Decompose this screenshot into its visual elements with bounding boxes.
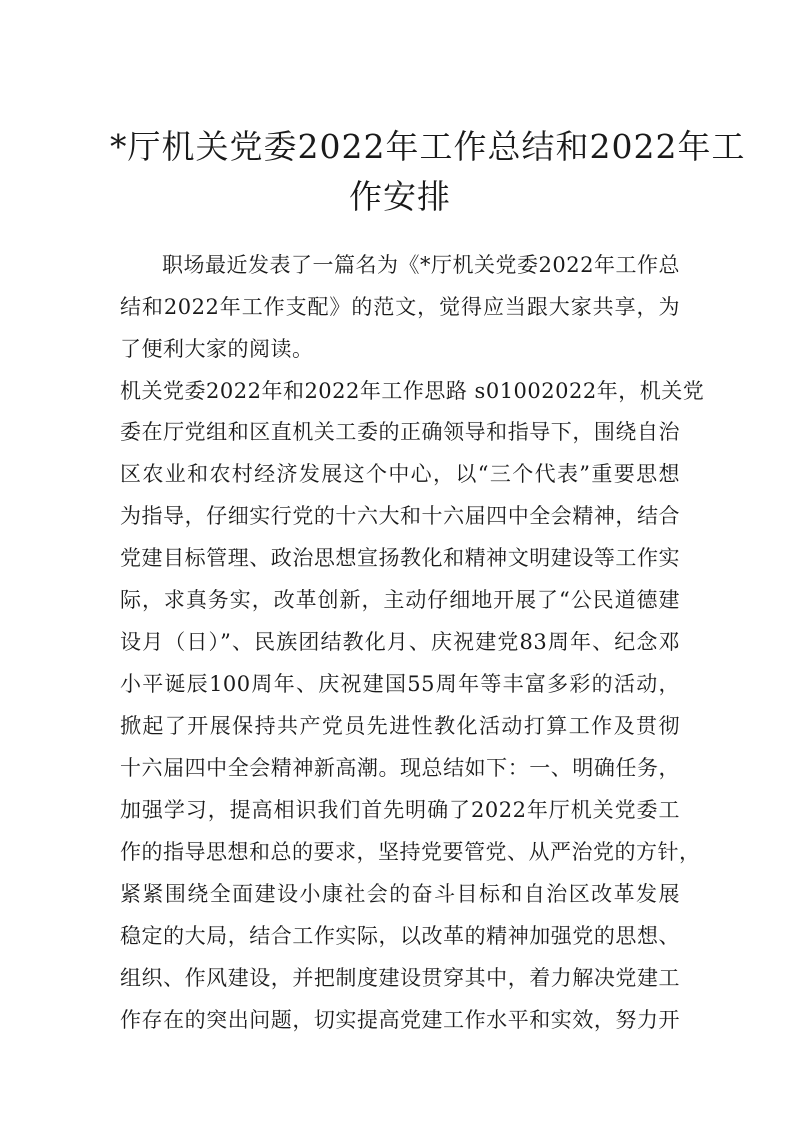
paragraph-line: 十六届四中全会精神新高潮。现总结如下：一、明确任务， [120, 756, 680, 780]
paragraph-line: 紧紧围绕全面建设小康社会的奋斗目标和自治区改革发展 [120, 882, 680, 906]
paragraph-line: 掀起了开展保持共产党员先进性教化活动打算工作及贯彻 [120, 714, 680, 738]
paragraph-line: 机关党委2022年和2022年工作思路 s01002022年，机关党 [120, 379, 705, 403]
paragraph-line: 组织、作风建设，并把制度建设贯穿其中，着力解决党建工 [120, 966, 680, 990]
paragraph-line: 为指导，仔细实行党的十六大和十六届四中全会精神，结合 [120, 504, 680, 528]
paragraph-line: 结和2022年工作支配》的范文，觉得应当跟大家共享，为 [120, 295, 680, 319]
document-title-line-1: *厅机关党委2022年工作总结和2022年工 [110, 127, 746, 166]
document-title-line-2: 作安排 [349, 177, 451, 216]
paragraph-line: 党建目标管理、政治思想宣扬教化和精神文明建设等工作实 [120, 546, 680, 570]
paragraph-line: 小平诞辰100周年、庆祝建国55周年等丰富多彩的活动， [120, 672, 680, 696]
paragraph-line: 设月（日）”、民族团结教化月、庆祝建党83周年、纪念邓 [120, 630, 680, 654]
paragraph-line: 加强学习，提高相识我们首先明确了2022年厅机关党委工 [120, 798, 680, 822]
paragraph-line: 作的指导思想和总的要求，坚持党要管党、从严治党的方针， [120, 840, 701, 864]
paragraph-line: 际，求真务实，改革创新，主动仔细地开展了“公民道德建 [120, 588, 680, 612]
paragraph-line: 了便利大家的阅读。 [120, 337, 314, 361]
paragraph-line: 稳定的大局，结合工作实际，以改革的精神加强党的思想、 [120, 924, 680, 948]
paragraph-line: 委在厅党组和区直机关工委的正确领导和指导下，围绕自治 [120, 420, 680, 444]
paragraph-line: 作存在的突出问题，切实提高党建工作水平和实效，努力开 [120, 1008, 680, 1032]
paragraph-line: 区农业和农村经济发展这个中心，以“三个代表”重要思想 [120, 462, 680, 486]
paragraph-line: 职场最近发表了一篇名为《*厅机关党委2022年工作总 [162, 253, 680, 277]
